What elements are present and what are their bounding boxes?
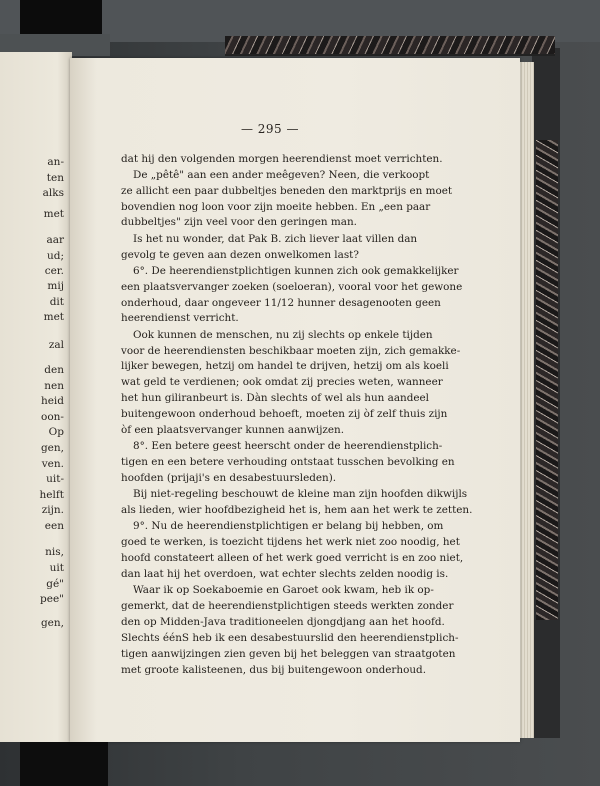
text-line: wat geld te verdienen; ook omdat zij precies weten, wanneer: [121, 376, 443, 389]
body-text: [121, 152, 487, 679]
paragraph: [121, 232, 487, 264]
left-fragment: gen,: [40, 442, 64, 454]
marbled-edge-top: [225, 36, 555, 56]
left-fragment: uit: [49, 562, 64, 574]
paragraph: [121, 519, 487, 582]
text-line: dubbeltjes" zijn veel voor den geringen man.: [121, 216, 357, 229]
text-line: met groote kalisteenen, dus bij buitengewoon onderhoud.: [121, 663, 426, 676]
text-line: onderhoud, daar ongeveer 11/12 hunner desagenooten geen: [121, 296, 441, 309]
left-fragment: zal: [48, 339, 64, 351]
text-line: gevolg te geven aan dezen onwelkomen last?: [121, 248, 359, 261]
text-line: Ook kunnen de menschen, nu zij slechts op enkele tijden: [133, 328, 433, 341]
paragraph: [121, 264, 487, 327]
left-fragment: uit-: [46, 473, 64, 485]
text-line: goed te werken, is toezicht tijdens het werk niet zoo noodig, het: [121, 536, 460, 549]
text-line: Bij niet-regeling beschouwt de kleine man zijn hoofden dikwijls: [133, 488, 468, 501]
text-line: lijker bewegen, hetzij om handel te drijven, hetzij om als koeli: [121, 360, 449, 373]
left-fragment: heid: [40, 395, 64, 407]
text-line: hoofd constateert alleen of het werk goed verricht is en zoo niet,: [121, 552, 464, 565]
text-line: buitengewoon onderhoud behoeft, moeten zij òf zelf thuis zijn: [121, 408, 448, 420]
left-fragment: een: [44, 520, 64, 532]
left-fragment: ud;: [46, 250, 64, 262]
text-line: het hun giliranbeurt is. Dàn slechts of wel als hun aandeel: [121, 392, 429, 405]
text-line: gemerkt, dat de heerendienstplichtigen steeds werkten zonder: [121, 600, 454, 613]
text-line: Is het nu wonder, dat Pak B. zich liever laat villen dan: [133, 232, 418, 245]
text-line: Waar ik op Soekaboemie en Garoet ook kwam, heb ik op-: [133, 584, 434, 597]
left-page-fragments: [0, 0, 64, 786]
text-line: 8°. Een betere geest heerscht onder de heerendienstplich-: [133, 440, 443, 453]
text-line: tigen en een betere verhouding ontstaat tusschen bevolking en: [121, 456, 455, 469]
left-fragment: gen,: [40, 617, 64, 629]
left-fragment: helft: [39, 489, 64, 501]
left-fragment: pee": [40, 593, 64, 605]
left-fragment: nis,: [45, 546, 64, 558]
paragraph: [121, 439, 487, 487]
text-line: voor de heerendiensten beschikbaar moeten zijn, zich gemakke-: [121, 344, 461, 357]
text-line: De „pêtê" aan een ander meêgeven? Neen, die verkoopt: [133, 168, 430, 181]
text-line: hoofden (prijaji's en desabestuursleden).: [121, 471, 337, 484]
left-fragment: an-: [47, 156, 64, 168]
text-line: tigen aanwijzingen zien geven bij het beleggen van straatgoten: [121, 647, 456, 660]
left-fragment: nen: [44, 380, 64, 392]
text-line: heerendienst verricht.: [121, 312, 239, 325]
text-line: 9°. Nu de heerendienstplichtigen er belang bij hebben, om: [133, 520, 444, 533]
left-fragment: Op: [48, 426, 64, 438]
page-number: — 295 —: [240, 122, 300, 136]
text-line: 6°. De heerendienstplichtigen kunnen zich ook gemakkelijker: [133, 264, 459, 277]
paragraph: [121, 487, 487, 519]
left-fragment: oon-: [41, 411, 64, 423]
left-fragment: ten: [46, 172, 64, 184]
left-fragment: met: [43, 311, 64, 323]
text-line: als lieden, wier hoofdbezigheid het is, hem aan het werk te zetten.: [121, 504, 473, 517]
text-line: dan laat hij het overdoen, wat echter slechts zelden noodig is.: [121, 567, 449, 580]
left-fragment: den: [44, 364, 64, 376]
left-fragment: mij: [47, 280, 64, 292]
left-fragment: aar: [46, 234, 64, 246]
left-fragment: ven.: [41, 458, 64, 470]
text-line: ze allicht een paar dubbeltjes beneden den marktprijs en moet: [121, 184, 453, 197]
paragraph: [121, 152, 487, 231]
marbled-edge-right: [536, 140, 558, 620]
text-line: bovendien nog loon voor zijn moeite hebben. En „een paar: [121, 200, 431, 213]
text-line: òf een plaatsvervanger kunnen aanwijzen.: [121, 423, 345, 436]
paragraph: [121, 583, 487, 678]
left-fragment: cer.: [44, 265, 64, 277]
left-fragment: met: [43, 208, 64, 220]
left-fragment: dit: [49, 296, 64, 308]
paragraph: [121, 328, 487, 439]
text-line: dat hij den volgenden morgen heerendienst moet verrichten.: [121, 153, 443, 165]
text-line: een plaatsvervanger zoeken (soeloeran), vooral voor het gewone: [121, 280, 463, 293]
text-line: den op Midden-Java traditioneelen djongdjang aan het hoofd.: [121, 615, 445, 628]
left-fragment: gé": [46, 578, 64, 590]
left-fragment: zijn.: [41, 504, 64, 516]
left-fragment: alks: [42, 187, 64, 199]
text-line: Slechts éénS heb ik een desabestuurslid den heerendienstplich-: [121, 631, 459, 644]
